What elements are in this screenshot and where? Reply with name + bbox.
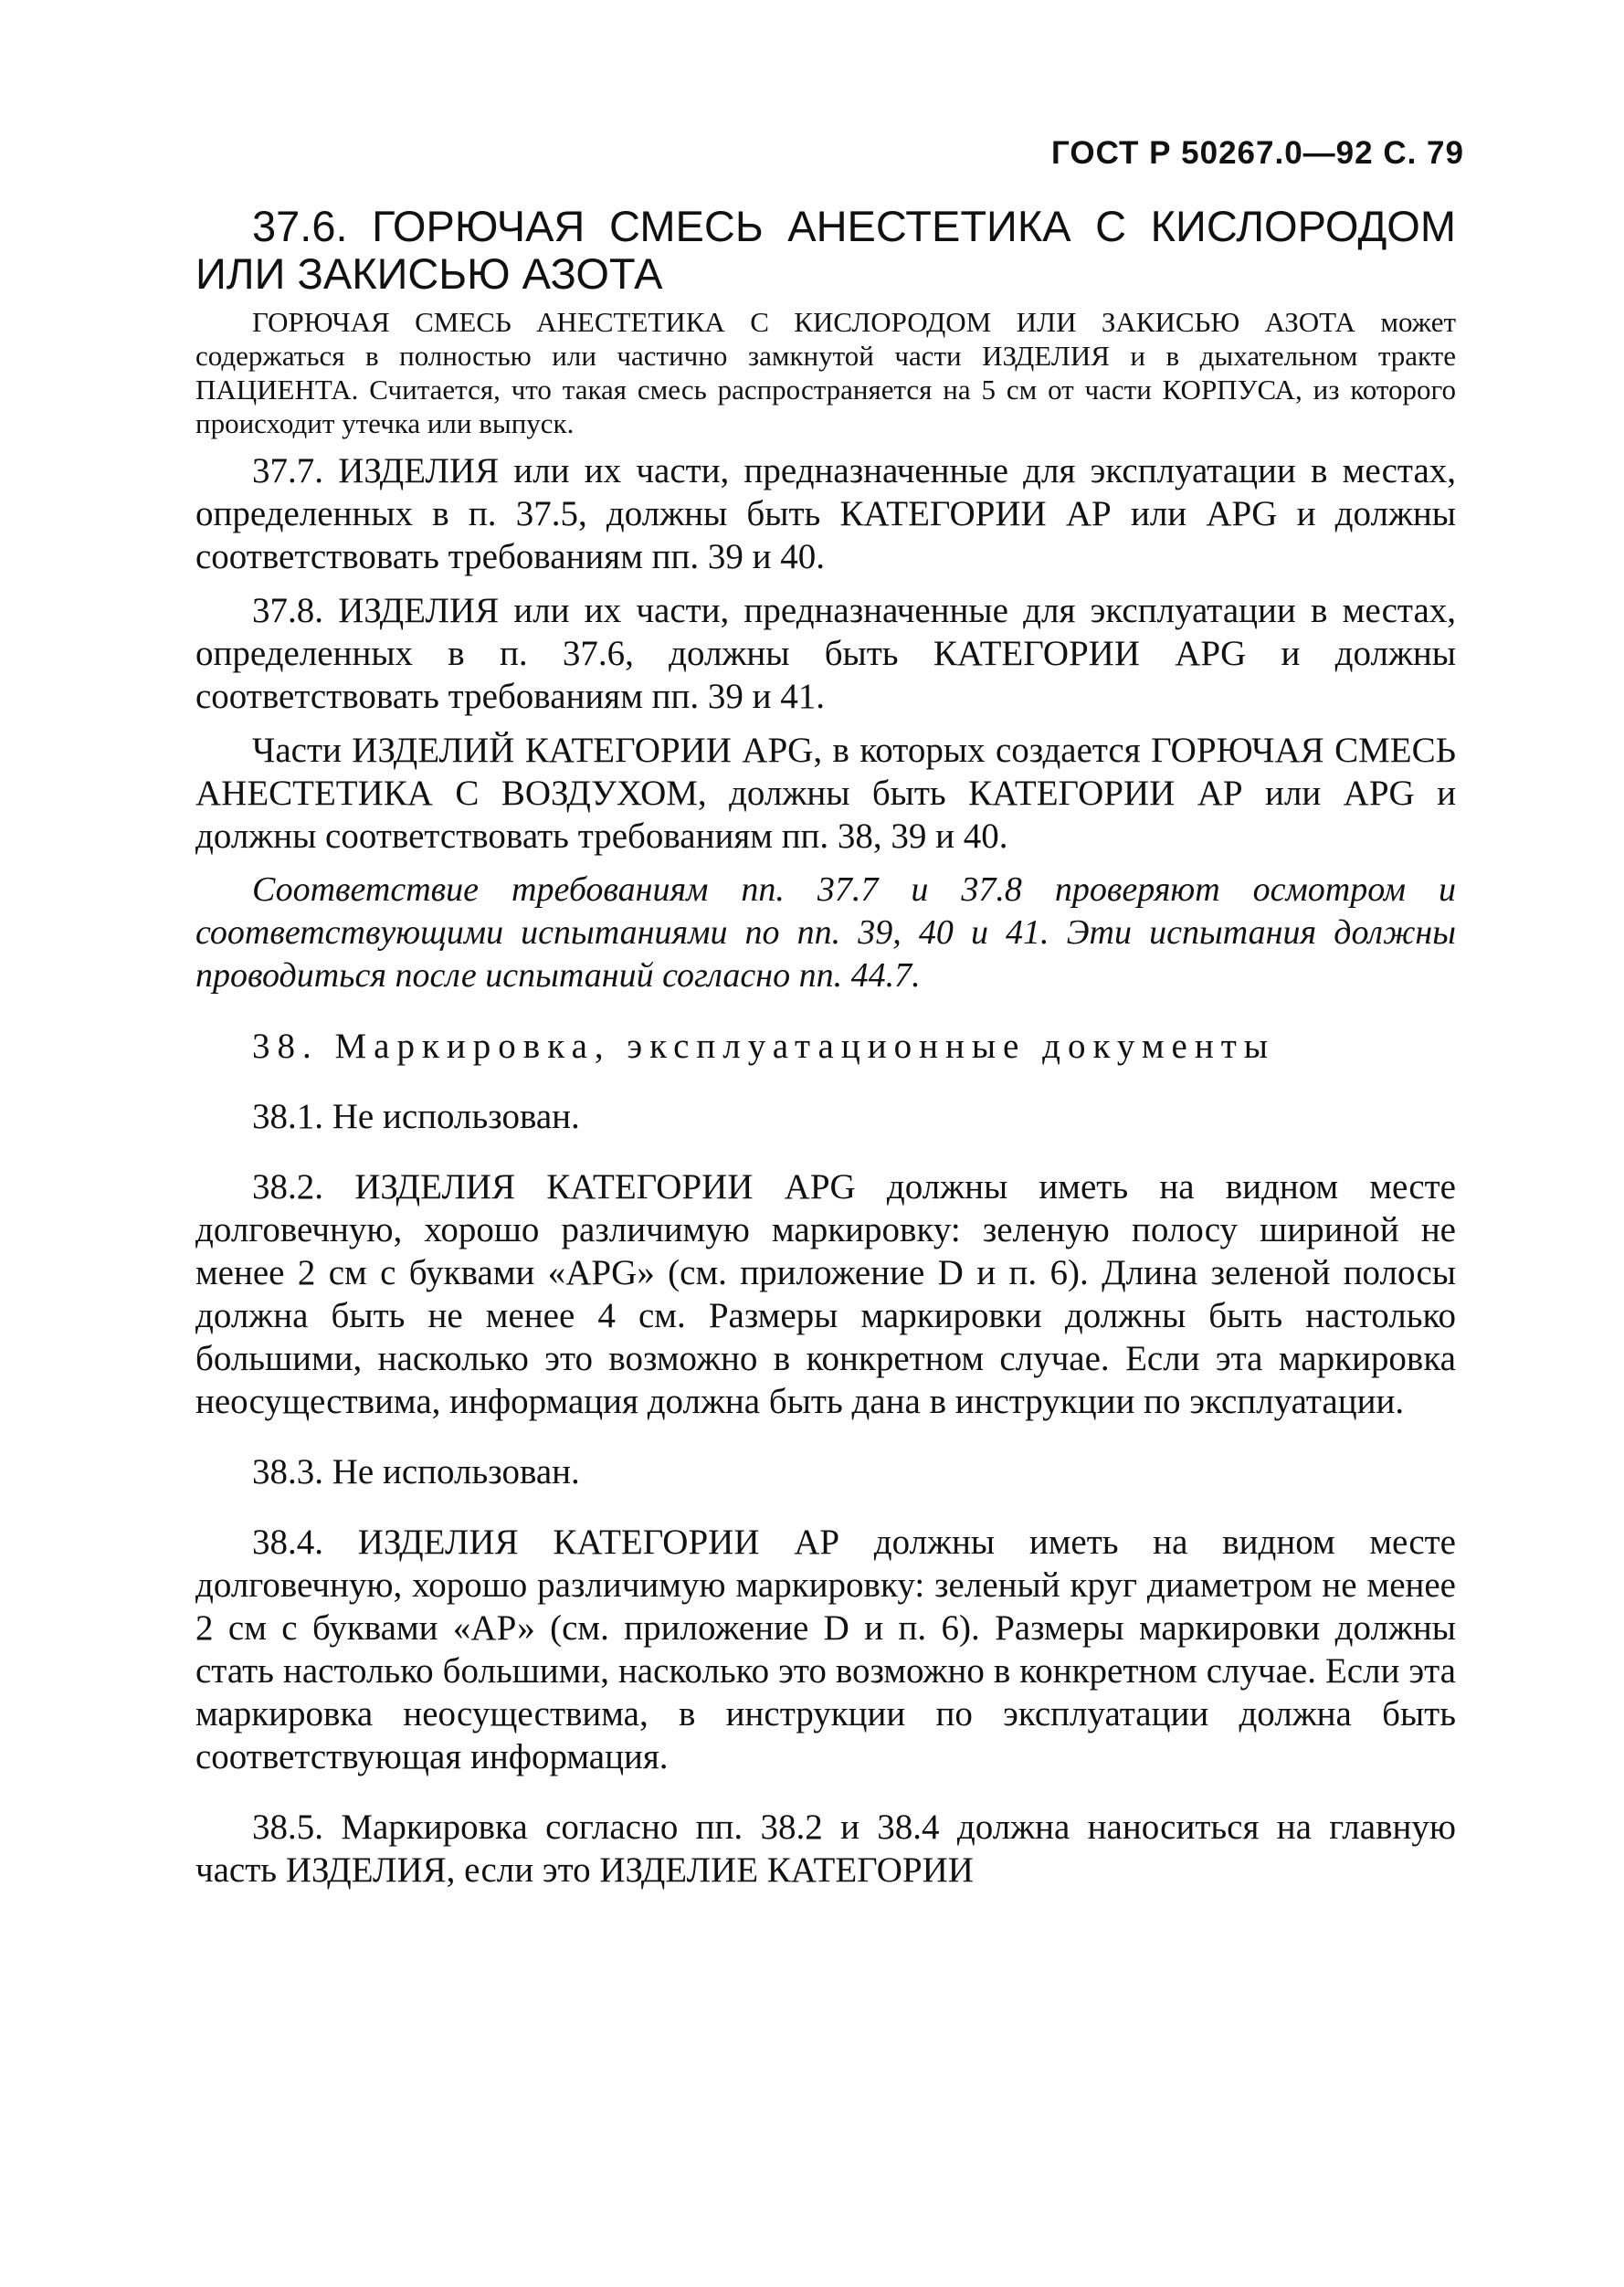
section-38-3-text: 38.3. Не использован. <box>252 1452 580 1491</box>
section-37-6-text: ГОРЮЧАЯ СМЕСЬ АНЕСТЕТИКА С КИСЛОРОДОМ ИЛИ ЗАКИСЬЮ АЗОТА может содержаться в полностью или частично замкнутой части ИЗДЕЛИЯ и в дыхательном тракте ПАЦИЕНТА. Считается, что такая смесь распространяется на 5 см от части КОРПУСА, из которого происходит утечка или выпуск. <box>195 306 1456 439</box>
section-38-5-text: 38.5. Маркировка согласно пп. 38.2 и 38.4 должна наноситься на главную часть ИЗДЕЛИЯ, если это ИЗДЕЛИЕ КАТЕГОРИИ <box>195 1807 1456 1890</box>
page-body <box>195 203 1456 1902</box>
section-38-1-text: 38.1. Не использован. <box>252 1097 580 1136</box>
section-37-8-text: 37.8. ИЗДЕЛИЯ или их части, предназначенные для эксплуатации в местах, определенных в п. 37.6, должны быть КАТЕГОРИИ APG и должны соответствовать требованиям пп. 39 и 41. <box>195 591 1456 716</box>
section-37-7-text: 37.7. ИЗДЕЛИЯ или их части, предназначенные для эксплуатации в местах, определенных в п. 37.5, должны быть КАТЕГОРИИ АР или APG и должны соответствовать требованиям пп. 39 и 40. <box>195 451 1456 576</box>
apg-parts-paragraph: Части ИЗДЕЛИЙ КАТЕГОРИИ APG, в которых создается ГОРЮЧАЯ СМЕСЬ АНЕСТЕТИКА С ВОЗДУХОМ, должны быть КАТЕГОРИИ АР или APG и должны соответствовать требованиям пп. 38, 39 и 40. <box>195 731 1456 856</box>
section-37-6-title: 37.6. ГОРЮЧАЯ СМЕСЬ АНЕСТЕТИКА С КИСЛОРОДОМ ИЛИ ЗАКИСЬЮ АЗОТА <box>195 202 1456 298</box>
compliance-check-note: Соответствие требованиям пп. 37.7 и 37.8 проверяют осмотром и соответствующими испытаниями по пп. 39, 40 и 41. Эти испытания должны проводиться после испытаний согласно пп. 44.7. <box>195 870 1456 995</box>
section-38-4-text: 38.4. ИЗДЕЛИЯ КАТЕГОРИИ АР должны иметь на видном месте долговечную, хорошо различимую маркировку: зеленый круг диаметром не менее 2 см с буквами «АР» (см. приложение D и п. 6). Размеры маркировки должны стать настолько большими, насколько это возможно в конкретном случае. Если эта маркировка неосуществима, в инструкции по эксплуатации должна быть соответствующая информация. <box>195 1523 1456 1776</box>
section-38-2-text: 38.2. ИЗДЕЛИЯ КАТЕГОРИИ APG должны иметь на видном месте долговечную, хорошо различимую маркировку: зеленую полосу шириной не менее 2 см с буквами «APG» (см. приложение D и п. 6). Длина зеленой полосы должна быть не менее 4 см. Размеры маркировки должны быть настолько большими, насколько это возможно в конкретном случае. Если эта маркировка неосуществима, информация должна быть дана в инструкции по эксплуатации. <box>195 1167 1456 1421</box>
section-38-heading: 38. Маркировка, эксплуатационные документы <box>252 1027 1275 1066</box>
running-header: ГОСТ Р 50267.0—92 С. 79 <box>1050 135 1464 171</box>
